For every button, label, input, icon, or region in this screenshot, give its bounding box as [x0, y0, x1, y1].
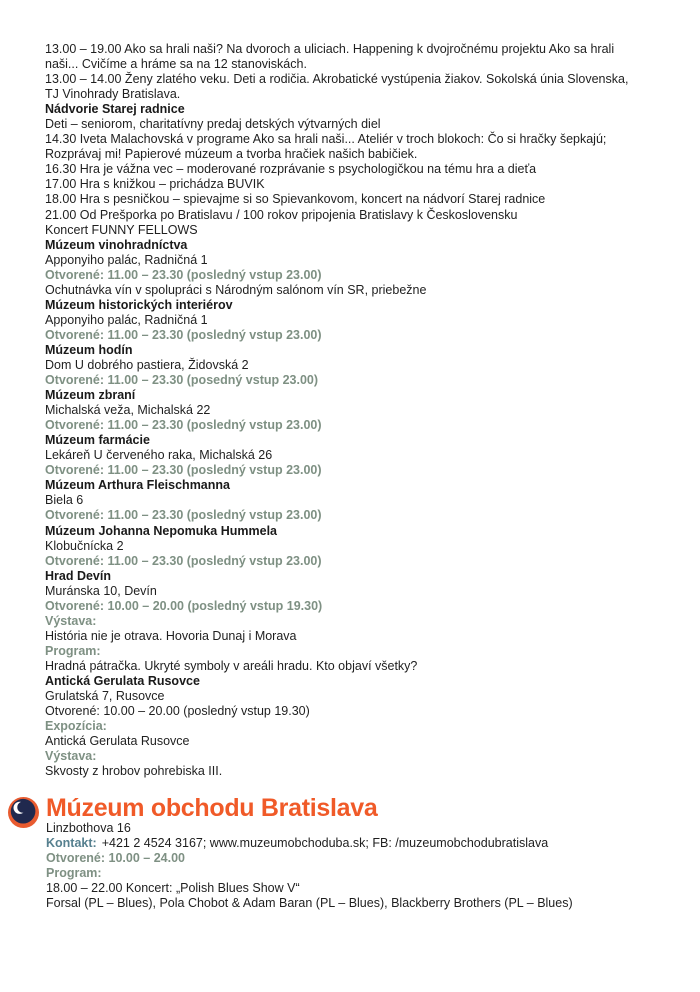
kontakt-value: +421 2 4524 3167; www.muzeumobchoduba.sk; FB: /muzeumobchodubratislava [101, 836, 549, 851]
program-line: Hrad Devín [45, 568, 111, 583]
program-line: naši... Cvičíme a hráme sa na 12 stanoviskách. [45, 57, 307, 72]
program-line: 17.00 Hra s knižkou – prichádza BUVIK [45, 177, 265, 192]
program-line: Múzeum Johanna Nepomuka Hummela [45, 523, 277, 538]
museum-program-label: Program: [46, 866, 102, 881]
program-line: Dom U dobrého pastiera, Židovská 2 [45, 357, 249, 372]
program-line: Otvorené: 10.00 – 20.00 (posledný vstup 19.30) [45, 704, 310, 719]
museum-bands-line: Forsal (PL – Blues), Pola Chobot & Adam Baran (PL – Blues), Blackberry Brothers (PL – Blues) [46, 896, 573, 911]
kontakt-label: Kontakt: [46, 836, 97, 851]
program-line: Apponyiho palác, Radničná 1 [45, 252, 208, 267]
program-line: 16.30 Hra je vážna vec – moderované rozprávanie s psychologičkou na tému hra a dieťa [45, 162, 537, 177]
program-line: Múzeum Arthura Fleischmanna [45, 478, 230, 493]
program-line: Koncert FUNNY FELLOWS [45, 222, 198, 237]
program-line: Rozprávaj mi! Papierové múzeum a tvorba hračiek našich babičiek. [45, 147, 418, 162]
program-line: Múzeum farmácie [45, 433, 150, 448]
program-line: Otvorené: 11.00 – 23.30 (posledný vstup 23.00) [45, 327, 322, 342]
program-line: Skvosty z hrobov pohrebiska III. [45, 764, 223, 779]
program-line: Antická Gerulata Rusovce [45, 673, 200, 688]
program-line: 18.00 Hra s pesničkou – spievajme si so Spievankovom, koncert na nádvorí Starej radnice [45, 192, 546, 207]
program-line: Michalská veža, Michalská 22 [45, 403, 211, 418]
program-line: Výstava: [45, 613, 97, 628]
program-line: Muránska 10, Devín [45, 583, 157, 598]
program-line: Otvorené: 11.00 – 23.30 (posledný vstup 23.00) [45, 267, 322, 282]
program-line: TJ Vinohrady Bratislava. [45, 87, 181, 102]
program-line: Expozícia: [45, 719, 107, 734]
museum-address: Linzbothova 16 [46, 821, 131, 835]
program-line: Program: [45, 643, 101, 658]
program-line: Nádvorie Starej radnice [45, 102, 185, 117]
program-line: Ochutnávka vín v spolupráci s Národným salónom vín SR, priebežne [45, 282, 427, 297]
museum-obchodu-details [46, 821, 573, 911]
program-line: Otvorené: 11.00 – 23.30 (posedný vstup 23.00) [45, 373, 319, 388]
program-line: História nie je otrava. Hovoria Dunaj i Morava [45, 628, 297, 643]
museum-contact-line [46, 836, 573, 851]
program-line: Otvorené: 11.00 – 23.30 (posledný vstup 23.00) [45, 463, 322, 478]
program-line: 13.00 – 14.00 Ženy zlatého veku. Deti a rodičia. Akrobatické vystúpenia žiakov. Sokolská únia Slovenska, [45, 72, 629, 87]
museum-opening-hours: Otvorené: 10.00 – 24.00 [46, 851, 185, 866]
program-line: Múzeum zbraní [45, 388, 136, 403]
program-line: Výstava: [45, 749, 97, 764]
program-line: Klobučnícka 2 [45, 538, 124, 553]
program-line: Otvorené: 11.00 – 23.30 (posledný vstup 23.00) [45, 508, 322, 523]
program-line: Múzeum hodín [45, 342, 133, 357]
program-line: 13.00 – 19.00 Ako sa hrali naši? Na dvoroch a uliciach. Happening k dvojročnému projektu Ako sa hrali [45, 42, 615, 56]
program-line: Apponyiho palác, Radničná 1 [45, 312, 208, 327]
museum-obchodu-title: Múzeum obchodu Bratislava [46, 794, 378, 822]
program-line: 21.00 Od Prešporka po Bratislavu / 100 rokov pripojenia Bratislavy k Československu [45, 207, 518, 222]
program-line: Biela 6 [45, 493, 84, 508]
program-line: Deti – seniorom, charitatívny predaj detských výtvarných diel [45, 117, 381, 132]
program-line: Grulatská 7, Rusovce [45, 689, 165, 704]
program-line: Hradná pátračka. Ukryté symboly v areáli hradu. Kto objaví všetky? [45, 658, 418, 673]
program-line: Múzeum vinohradníctva [45, 237, 188, 252]
program-line: Otvorené: 10.00 – 20.00 (posledný vstup 19.30) [45, 598, 323, 613]
program-line: Antická Gerulata Rusovce [45, 734, 190, 749]
program-line: Múzeum historických interiérov [45, 297, 233, 312]
program-line: 14.30 Iveta Malachovská v programe Ako sa hrali naši... Ateliér v troch blokoch: Čo si hračky šepkajú; [45, 132, 607, 147]
program-line: Lekáreň U červeného raka, Michalská 26 [45, 448, 273, 463]
program-line: Otvorené: 11.00 – 23.30 (posledný vstup 23.00) [45, 418, 322, 433]
museum-event-line: 18.00 – 22.00 Koncert: „Polish Blues Show V“ [46, 881, 300, 896]
crescent-moon-logo-icon [8, 797, 39, 828]
event-program-list [45, 42, 628, 779]
program-line: Otvorené: 11.00 – 23.30 (posledný vstup 23.00) [45, 553, 322, 568]
